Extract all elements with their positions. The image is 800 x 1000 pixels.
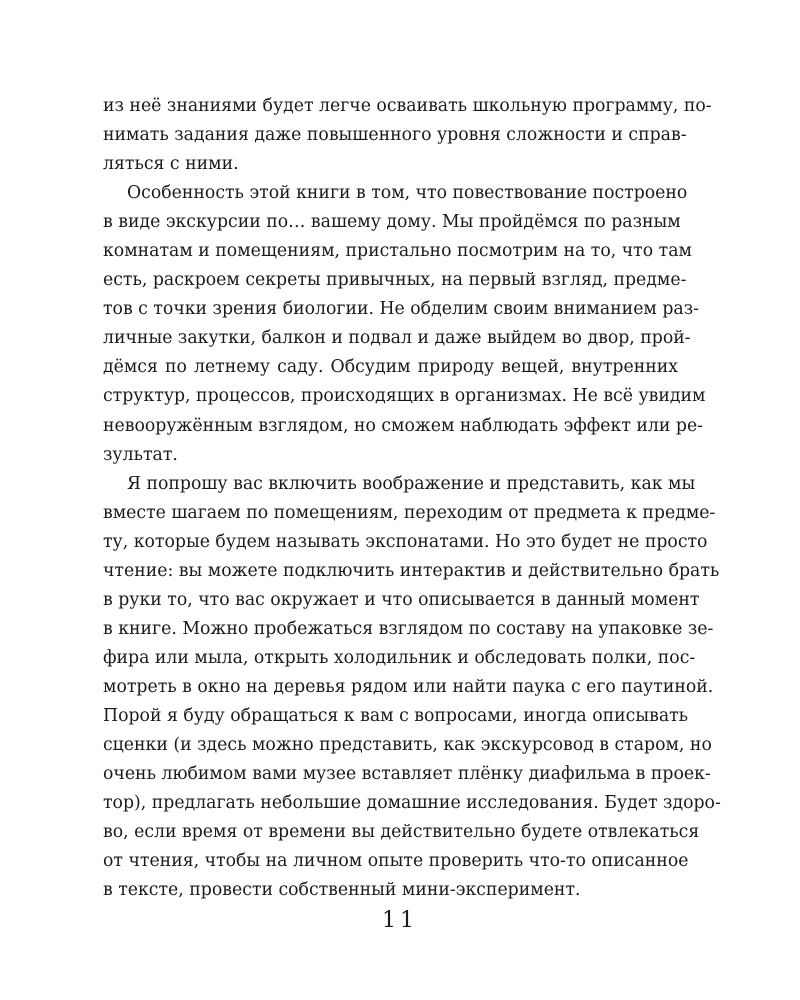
text-line: ту, которые будем называть экспонатами. Но это будет не просто [103, 531, 708, 552]
text-line: тов с точки зрения биологии. Не обделим своим вниманием раз- [103, 299, 699, 320]
text-line: структур, процессов, происходящих в организмах. Не всё увидим [103, 386, 706, 407]
text-line: невооружённым взглядом, но сможем наблюдать эффект или ре- [103, 415, 704, 436]
text-line: очень любимом вами музее вставляет плёнку диафильма в проек- [103, 764, 711, 785]
text-line: чтение: вы можете подключить интерактив и действительно брать [103, 560, 720, 581]
text-line: вместе шагаем по помещениям, переходим от предмета к предме- [103, 502, 716, 523]
text-line: Я попрошу вас включить воображение и представить, как мы [127, 473, 696, 494]
text-line: во, если время от времени вы действительно будете отвлекаться [103, 822, 700, 843]
page-number: 11 [382, 908, 418, 933]
body-text [103, 92, 721, 905]
text-line: сценки (и здесь можно представить, как экскурсовод в старом, но [103, 735, 712, 756]
text-line: дёмся по летнему саду. Обсудим природу вещей, внутренних [103, 357, 678, 378]
text-line: есть, раскроем секреты привычных, на первый взгляд, предме- [103, 270, 687, 291]
text-line: Особенность этой книги в том, что повествование построено [127, 183, 688, 204]
text-line: от чтения, чтобы на личном опыте проверить что-то описанное [103, 851, 689, 872]
text-line: Порой я буду обращаться к вам с вопросами, иногда описывать [103, 705, 689, 726]
text-line: нимать задания даже повышенного уровня сложности и справ- [103, 125, 687, 146]
text-line: комнатам и помещениям, пристально посмотрим на то, что там [103, 241, 692, 262]
text-line: личные закутки, балкон и подвал и даже выйдем во двор, прой- [103, 328, 691, 349]
text-line: в книге. Можно пробежаться взглядом по составу на упаковке зе- [103, 618, 714, 639]
text-line: тор), предлагать небольшие домашние исследования. Будет здоро- [103, 793, 721, 814]
text-line: зультат. [103, 444, 178, 465]
text-line: в руки то, что вас окружает и что описывается в данный момент [103, 589, 700, 610]
text-line: ляться с ними. [103, 154, 239, 175]
text-line: мотреть в окно на деревья рядом или найти паука с его паутиной. [103, 676, 714, 697]
text-line: в виде экскурсии по… вашему дому. Мы пройдёмся по разным [103, 212, 681, 233]
text-line: из неё знаниями будет легче осваивать школьную программу, по- [103, 96, 712, 116]
text-line: в тексте, провести собственный мини-эксперимент. [103, 880, 581, 901]
text-line: фира или мыла, открыть холодильник и обследовать полки, пос- [103, 647, 696, 668]
